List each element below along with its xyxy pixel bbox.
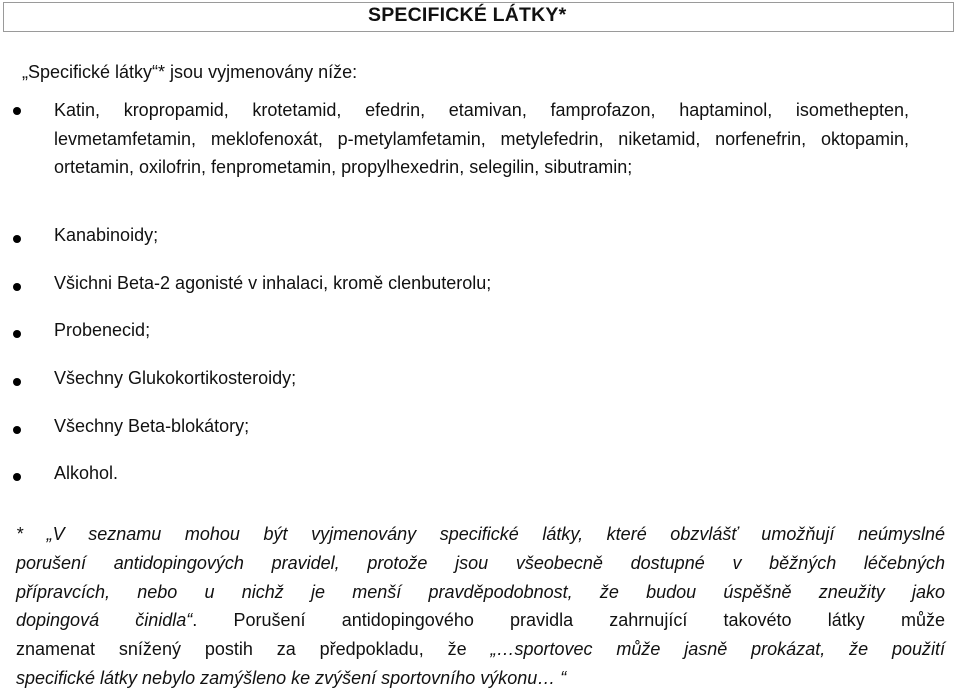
footnote-line: specifické látky nebylo zamýšleno ke zvýšení sportovního výkonu… “ xyxy=(16,667,567,688)
list-item-text: Katin, kropropamid, krotetamid, efedrin, etamivan, famprofazon, haptaminol, isomethepten, levmetamfetamin, meklofenoxát, p-metylamfetamin, metylefedrin, niketamid, norfenefrin, oktopamin, ortetamin, oxilofrin, fenprometamin, propylhexedrin, selegilin, sibutramin; xyxy=(54,100,909,177)
footnote-italic-fragment: dopingová činidla“ xyxy=(16,610,193,631)
footnote-line: porušení antidopingových pravidel, protože jsou všeobecně dostupné v běžných léčebných xyxy=(16,552,945,573)
footnote-line xyxy=(16,635,945,664)
bullet-icon xyxy=(13,107,21,115)
list-item-text: Kanabinoidy; xyxy=(54,225,159,245)
footnote-normal-fragment: . Porušení antidopingového pravidla zahrnující takovéto látky může xyxy=(192,610,945,631)
list-item-text: Všechny Glukokortikosteroidy; xyxy=(54,368,297,388)
bullet-icon xyxy=(13,426,21,434)
footnote-normal-fragment: znamenat snížený postih za předpokladu, že xyxy=(16,639,491,660)
footnote-line: * „V seznamu mohou být vyjmenovány specifické látky, které obzvlášť umožňují neúmyslné xyxy=(16,524,945,544)
footnote-italic-fragment: „…sportovec může jasně prokázat, že použití xyxy=(490,639,945,660)
bullet-icon xyxy=(13,283,21,291)
intro-text: „Specifické látky“* jsou vyjmenovány níže: xyxy=(22,62,358,82)
footnote-line: přípravcích, nebo u nichž je menší pravděpodobnost, že budou úspěšně zneužity jako xyxy=(16,581,945,602)
list-item-text: Probenecid; xyxy=(54,320,151,340)
list-item-text: Všichni Beta-2 agonisté v inhalaci, kromě clenbuterolu; xyxy=(54,273,492,293)
bullet-icon xyxy=(13,378,21,386)
bullet-icon xyxy=(13,330,21,338)
footnote-line xyxy=(16,606,945,635)
footnote xyxy=(16,520,945,693)
list-item-text: Alkohol. xyxy=(54,463,119,483)
page-title: SPECIFICKÉ LÁTKY* xyxy=(368,4,567,26)
list-item-text: Všechny Beta-blokátory; xyxy=(54,416,250,436)
bullet-icon xyxy=(13,473,21,481)
bullet-icon xyxy=(13,235,21,243)
